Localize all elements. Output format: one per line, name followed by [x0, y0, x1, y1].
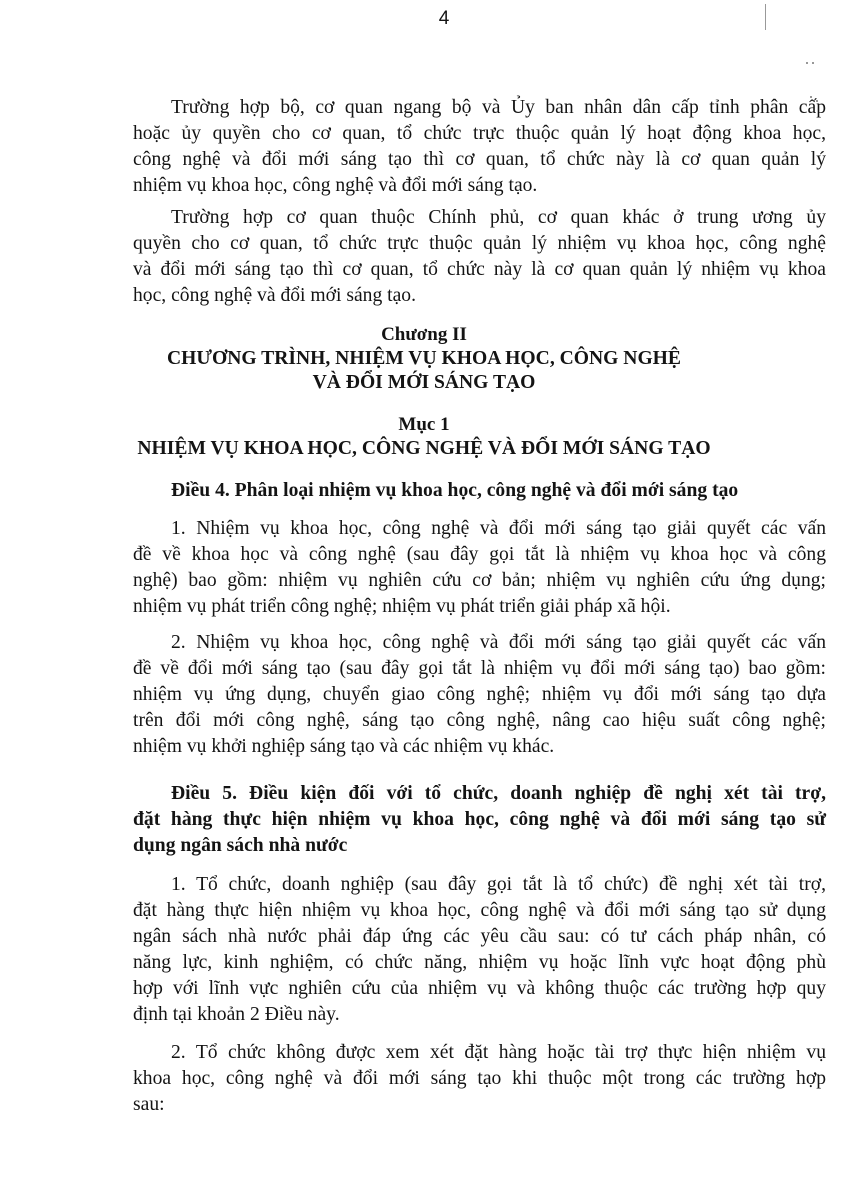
text-line: đặt hàng thực hiện nhiệm vụ khoa học, công nghệ và đổi mới sáng tạo sử dụng	[133, 900, 826, 921]
text-line: và đổi mới sáng tạo thì cơ quan, tổ chức này là cơ quan quản lý nhiệm vụ khoa	[133, 259, 826, 280]
text-line: đề về đổi mới sáng tạo (sau đây gọi tắt là nhiệm vụ đổi mới sáng tạo) bao gồm:	[133, 658, 826, 679]
text-line: nhiệm vụ phát triển công nghệ; nhiệm vụ phát triển giải pháp xã hội.	[133, 596, 671, 617]
text-line: ngân sách nhà nước phải đáp ứng các yêu cầu sau: có tư cách pháp nhân, có	[133, 926, 826, 947]
text-line: nhiệm vụ khởi nghiệp sáng tạo và các nhiệm vụ khác.	[133, 736, 555, 757]
chapter-title-line: VÀ ĐỔI MỚI SÁNG TẠO	[312, 372, 536, 393]
text-line: sau:	[133, 1094, 165, 1115]
text-line: quyền cho cơ quan, tổ chức trực thuộc quản lý nhiệm vụ khoa học, công nghệ	[133, 233, 826, 254]
scan-artifact-speck	[812, 62, 814, 64]
section-title: NHIỆM VỤ KHOA HỌC, CÔNG NGHỆ VÀ ĐỔI MỚI SÁNG TẠO	[137, 438, 711, 459]
text-line: 1. Tổ chức, doanh nghiệp (sau đây gọi tắt là tổ chức) đề nghị xét tài trợ,	[171, 874, 826, 895]
scan-artifact-speck	[806, 62, 808, 64]
text-line: Trường hợp bộ, cơ quan ngang bộ và Ủy ban nhân dân cấp tỉnh phân cấp	[171, 97, 826, 118]
chapter-label: Chương II	[381, 324, 467, 345]
text-line: hoặc ủy quyền cho cơ quan, tổ chức trực thuộc quản lý hoạt động khoa học,	[133, 123, 826, 144]
text-line: năng lực, kinh nghiệm, có chức năng, nhiệm vụ hoặc lĩnh vực hoạt động phù	[133, 952, 826, 973]
text-line: đề về khoa học và công nghệ (sau đây gọi tắt là nhiệm vụ khoa học và công	[133, 544, 826, 565]
page-number: 4	[438, 8, 450, 29]
chapter-title-line: CHƯƠNG TRÌNH, NHIỆM VỤ KHOA HỌC, CÔNG NGHỆ	[166, 348, 681, 369]
text-line: khoa học, công nghệ và đổi mới sáng tạo khi thuộc một trong các trường hợp	[133, 1068, 826, 1089]
text-line: Trường hợp cơ quan thuộc Chính phủ, cơ quan khác ở trung ương ủy	[171, 207, 826, 228]
text-line: nhiệm vụ ứng dụng, chuyển giao công nghệ; nhiệm vụ đổi mới sáng tạo dựa	[133, 684, 826, 705]
text-line: trên đổi mới công nghệ, sáng tạo công nghệ, nâng cao hiệu suất công nghệ;	[133, 710, 826, 731]
text-line: nhiệm vụ khoa học, công nghệ và đổi mới sáng tạo.	[133, 175, 538, 196]
text-line: 1. Nhiệm vụ khoa học, công nghệ và đổi mới sáng tạo giải quyết các vấn	[171, 518, 826, 539]
article-heading-line: Điều 5. Điều kiện đối với tổ chức, doanh nghiệp đề nghị xét tài trợ,	[171, 783, 826, 804]
text-line: hợp với lĩnh vực nghiên cứu của nhiệm vụ và không thuộc các trường hợp quy	[133, 978, 826, 999]
text-line: nghệ) bao gồm: nhiệm vụ nghiên cứu cơ bản; nhiệm vụ nghiên cứu ứng dụng;	[133, 570, 826, 591]
article-heading-line: dụng ngân sách nhà nước	[133, 835, 348, 856]
text-line: 2. Nhiệm vụ khoa học, công nghệ và đổi mới sáng tạo giải quyết các vấn	[171, 632, 826, 653]
section-label: Mục 1	[398, 414, 450, 435]
text-line: công nghệ và đổi mới sáng tạo thì cơ quan, tổ chức này là cơ quan quản lý	[133, 149, 826, 170]
text-line: định tại khoản 2 Điều này.	[133, 1004, 340, 1025]
text-line: học, công nghệ và đổi mới sáng tạo.	[133, 285, 416, 306]
article-heading: Điều 4. Phân loại nhiệm vụ khoa học, công nghệ và đổi mới sáng tạo	[171, 480, 739, 501]
article-heading-line: đặt hàng thực hiện nhiệm vụ khoa học, công nghệ và đổi mới sáng tạo sử	[133, 809, 826, 830]
text-line: 2. Tổ chức không được xem xét đặt hàng hoặc tài trợ thực hiện nhiệm vụ	[171, 1042, 826, 1063]
